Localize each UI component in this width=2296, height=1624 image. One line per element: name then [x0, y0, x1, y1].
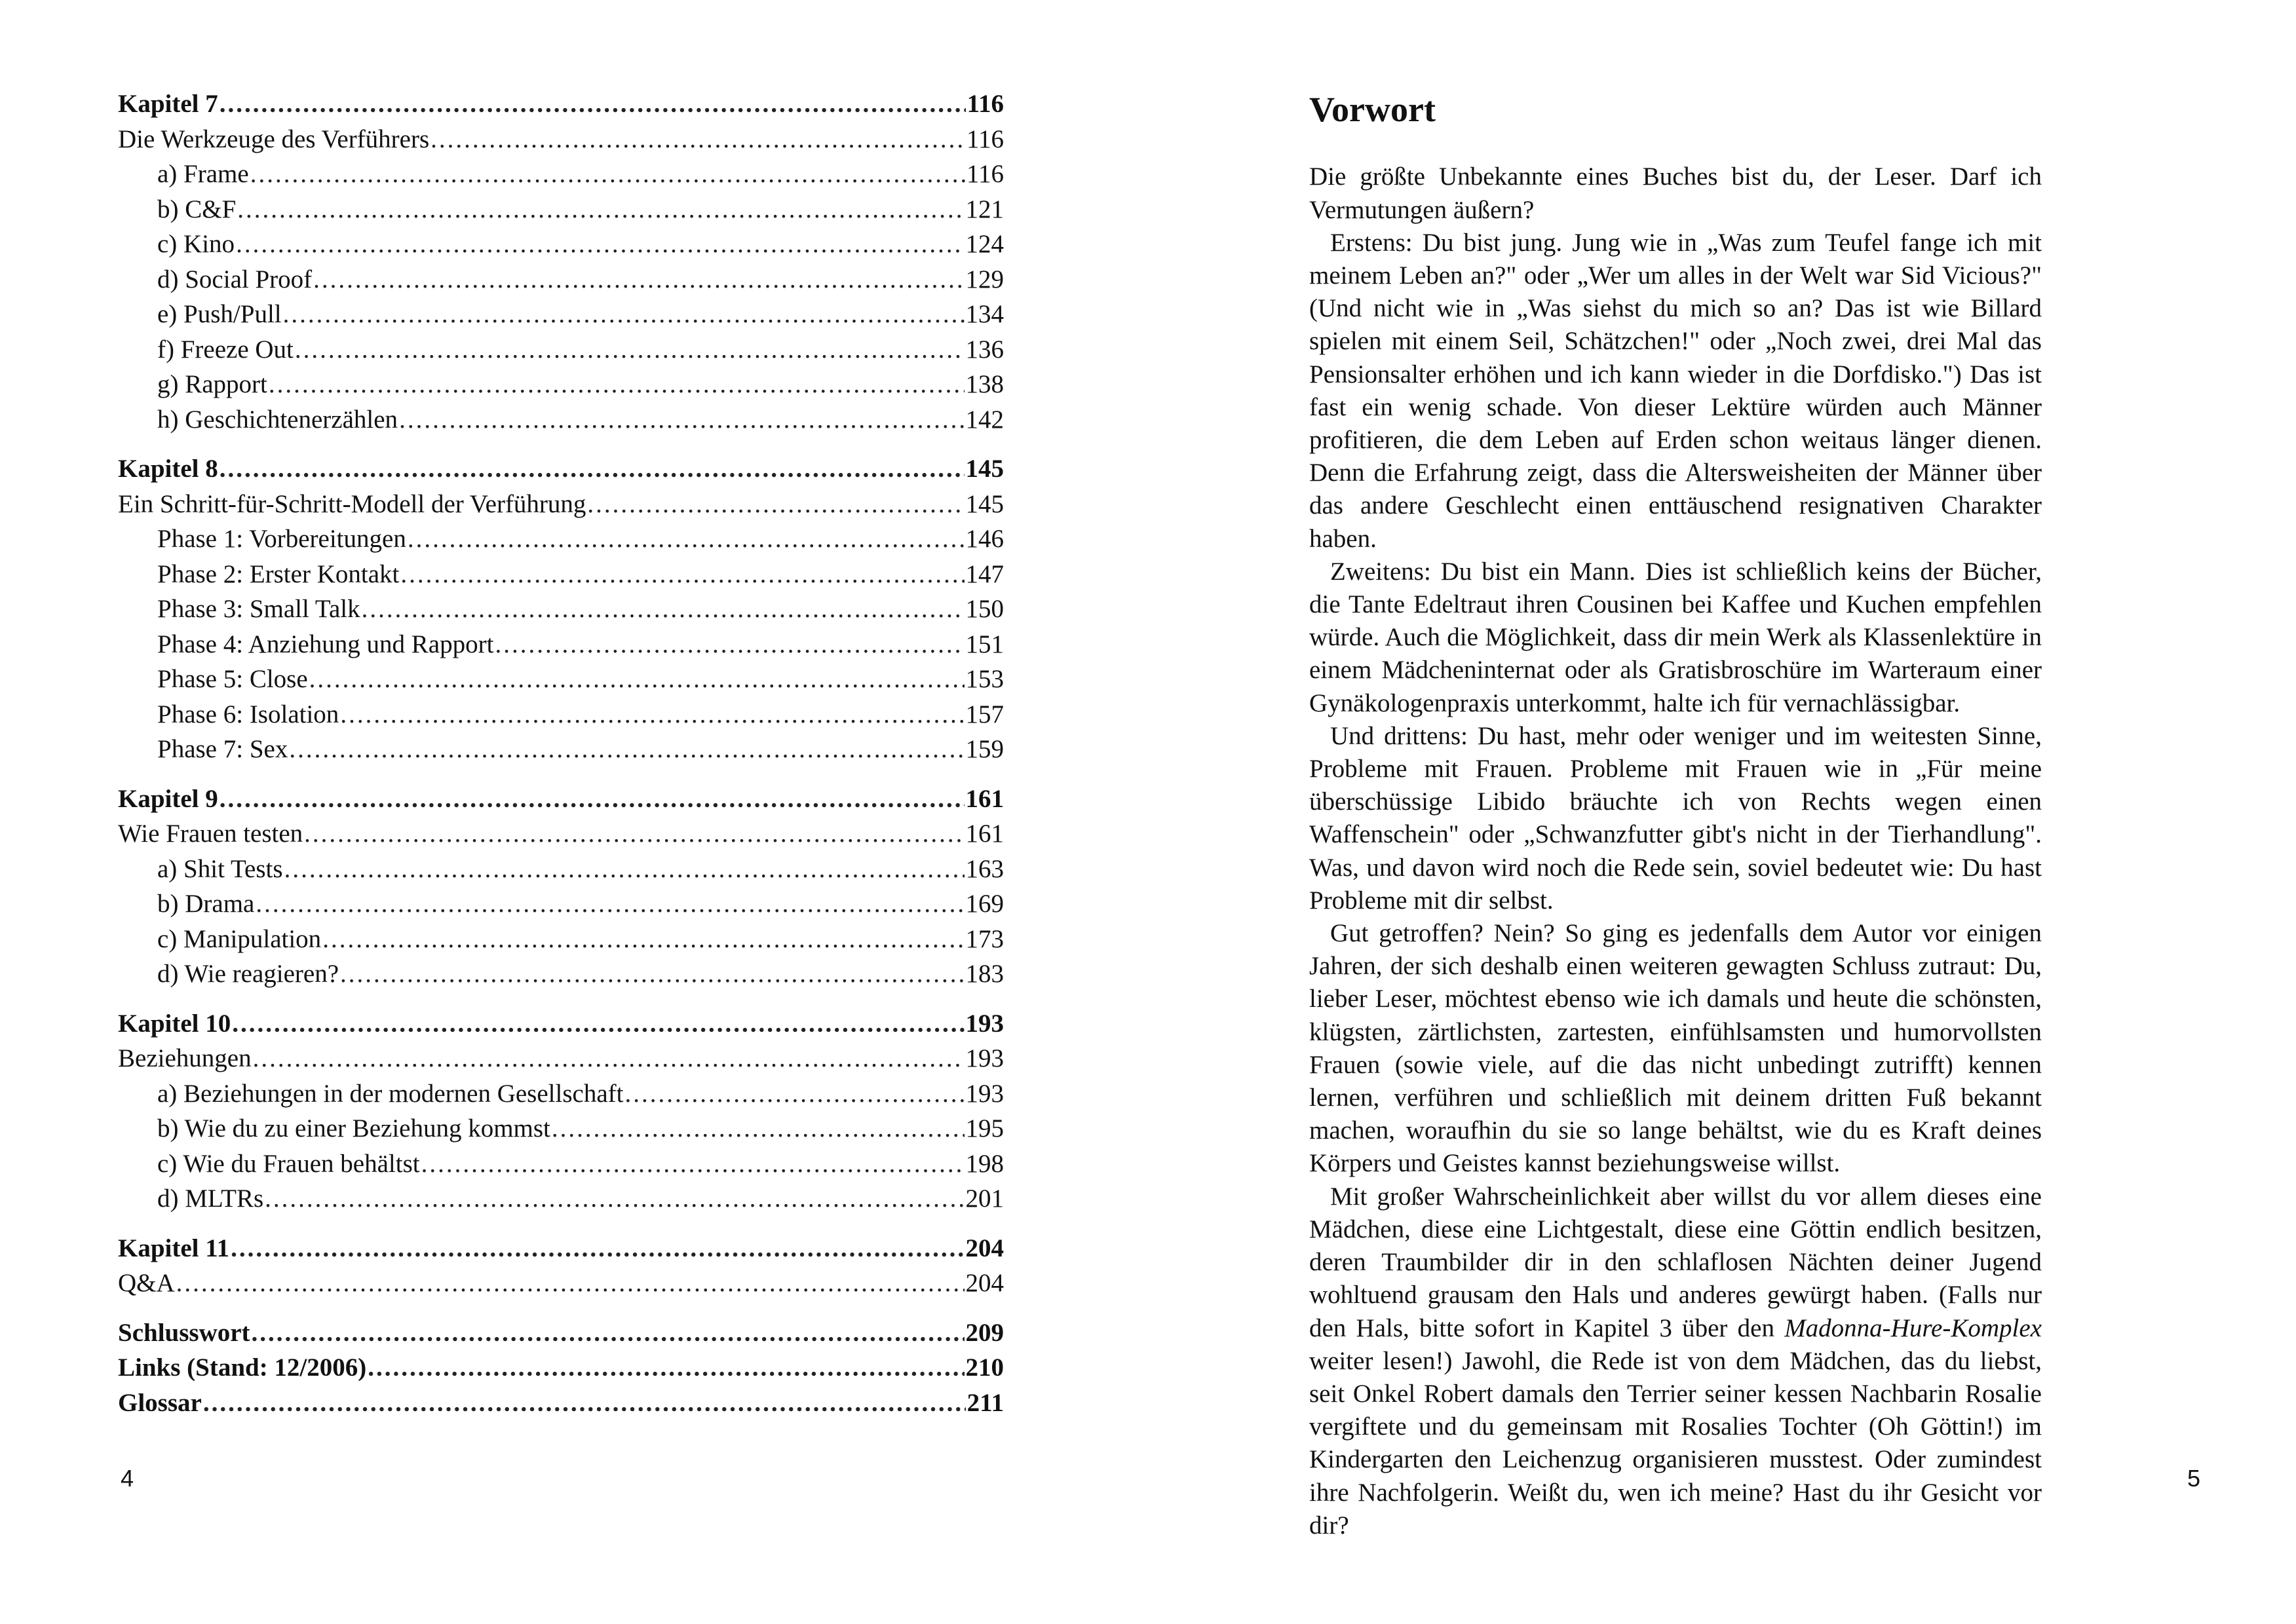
toc-entry — [118, 157, 1004, 192]
dot-leader — [322, 922, 964, 957]
toc-entry-page: 146 — [965, 525, 1004, 553]
toc-entry-page: 173 — [965, 924, 1004, 953]
toc-entry — [118, 227, 1004, 262]
toc-entry-page: 150 — [965, 595, 1004, 623]
toc-entry — [118, 192, 1004, 227]
toc-entry-page: 129 — [965, 265, 1004, 293]
toc-entry — [118, 1111, 1004, 1146]
toc-entry-page: 211 — [966, 1388, 1004, 1417]
dot-leader — [400, 557, 964, 592]
toc-entry — [118, 697, 1004, 732]
paragraph-text: Mit großer Wahrscheinlichkeit aber willst du vor allem dieses eine Mädchen, diese eine Lichtgestalt, diese eine Göttin endlich besitzen, deren Traumbilder dir in den schlaflosen Nächten deiner Jugend wohltuend grausam den Hals und anderes gewürgt haben. (Falls nur den Hals, bitte sofort in Kapitel 3 über den — [1309, 1182, 2042, 1342]
toc-entry — [118, 332, 1004, 368]
dot-leader — [430, 122, 965, 157]
toc-entry-label: d) Wie reagieren? — [157, 960, 339, 988]
toc-entry-page: 147 — [965, 559, 1004, 588]
foreword-paragraph: Gut getroffen? Nein? So ging es jedenfalls dem Autor vor einigen Jahren, der sich deshalb einen weiteren gewagten Schluss zutraut: Du, lieber Leser, möchtest ebenso wie ich damals und heute die schönsten, klügsten, zärtlichsten, zartesten, einfühlsamsten und humorvollsten Frauen (sowie viele, auf die das nicht unbedingt zutrifft) kennen lernen, verführen und schließlich mit deinem dritten Fuß bekannt machen, woraufhin du sie so lange behältst, wie du es Kraft deines Körpers und Geistes kannst beziehungsweise willst. — [1309, 919, 2042, 1178]
dot-leader — [269, 367, 965, 402]
dot-leader — [237, 192, 964, 227]
toc-entry-label: Phase 3: Small Talk — [157, 595, 360, 623]
toc-entry-page: 198 — [965, 1149, 1004, 1178]
toc-entry-page: 169 — [965, 890, 1004, 918]
dot-leader — [399, 402, 964, 438]
toc-entry-page: 163 — [965, 854, 1004, 883]
toc-entry-page: 183 — [965, 960, 1004, 988]
toc-entry — [118, 852, 1004, 887]
toc-entry — [118, 592, 1004, 627]
toc-entry-label: Phase 4: Anziehung und Rapport — [157, 630, 494, 658]
toc-entry-label: Kapitel 11 — [118, 1234, 230, 1262]
dot-leader — [495, 627, 964, 662]
toc-entry-label: Wie Frauen testen — [118, 820, 303, 848]
dot-leader — [552, 1111, 965, 1146]
toc-chapter-group — [118, 1231, 1004, 1301]
toc-entry — [118, 662, 1004, 697]
toc-end-matter — [118, 1315, 1004, 1421]
right-page — [1148, 0, 2296, 1624]
toc-entry-page: 121 — [965, 195, 1004, 223]
page-number-left: 4 — [121, 1465, 134, 1492]
dot-leader — [284, 852, 965, 887]
toc-entry-page: 116 — [966, 90, 1004, 118]
dot-leader — [256, 886, 964, 922]
foreword-paragraph: Zweitens: Du bist ein Mann. Dies ist schließlich keins der Bücher, die Tante Edeltraut ihren Cousinen bei Kaffee und Kuchen empfehlen würde. Auch die Möglichkeit, dass dir mein Werk als Klassenlektüre in einem Mädcheninternat oder als Gratisbroschüre im Warteraum einer Gynäkologenpraxis unterkommt, halte ich für vernachlässigbar. — [1309, 557, 2042, 717]
toc-entry-label: Schlusswort — [118, 1318, 250, 1347]
dot-leader — [304, 816, 964, 852]
toc-entry-page: 193 — [965, 1044, 1004, 1072]
toc-entry — [118, 367, 1004, 402]
toc-entry-page: 193 — [965, 1079, 1004, 1108]
toc-entry-label: Q&A — [118, 1269, 175, 1297]
toc-entry-page: 116 — [966, 124, 1004, 153]
dot-leader — [220, 86, 966, 122]
toc-entry-label: d) Social Proof — [157, 265, 313, 293]
toc-entry — [118, 922, 1004, 957]
toc-entry — [118, 956, 1004, 992]
toc-entry-page: 124 — [965, 230, 1004, 258]
dot-leader — [203, 1386, 966, 1421]
dot-leader — [283, 297, 965, 332]
toc-entry-label: Ein Schritt-für-Schritt-Modell der Verführung — [118, 489, 586, 518]
foreword-paragraph: Die größte Unbekannte eines Buches bist du, der Leser. Darf ich Vermutungen äußern? — [1309, 162, 2042, 224]
toc-chapter-group — [118, 782, 1004, 992]
dot-leader — [220, 451, 965, 487]
foreword-paragraph — [1309, 1180, 2042, 1542]
foreword-paragraph: Erstens: Du bist jung. Jung wie in „Was zum Teufel fange ich mit meinem Leben an?" oder „Wer um alles in der Welt war Sid Vicious?" (Und nicht wie in „Was siehst du mich so an? Das ist wie Billard spielen mit einem Seil, Schätzchen!" oder „Noch zwei, drei Mal das Pensionsalter erhöhen und ich kann wieder in die Dorfdisko.") Das ist fast ein wenig schade. Von dieser Lektüre würden auch Männer profitieren, die dem Leben auf Erden schon weitaus länger dienen. Denn die Erfahrung zeigt, dass die Altersweisheiten der Männer über das andere Geschlecht einen enttäuschend resignativen Charakter haben. — [1309, 228, 2042, 553]
toc-chapter-group — [118, 451, 1004, 767]
toc-entry-label: Kapitel 8 — [118, 455, 218, 483]
dot-leader — [295, 332, 965, 368]
toc-entry-label: b) Wie du zu einer Beziehung kommst — [157, 1114, 550, 1142]
toc-entry-label: Phase 7: Sex — [157, 735, 288, 763]
toc-entry-label: a) Beziehungen in der modernen Gesellschaft — [157, 1079, 624, 1108]
toc-entry-page: 136 — [965, 335, 1004, 364]
dot-leader — [421, 1146, 965, 1182]
emphasis-text: Madonna-Hure-Komplex — [1784, 1313, 2042, 1342]
toc-entry-page: 210 — [965, 1353, 1004, 1382]
toc-entry — [118, 732, 1004, 767]
toc-entry-label: Phase 2: Erster Kontakt — [157, 559, 400, 588]
toc-entry-label: b) Drama — [157, 890, 255, 918]
toc-entry-page: 142 — [965, 405, 1004, 434]
toc-entry-page: 157 — [965, 700, 1004, 728]
toc-entry — [118, 1181, 1004, 1217]
page-number-right: 5 — [2187, 1465, 2200, 1492]
toc-entry — [118, 451, 1004, 487]
toc-entry-page: 204 — [965, 1234, 1004, 1262]
dot-leader — [368, 1350, 964, 1386]
toc-entry — [118, 1266, 1004, 1301]
toc-entry-label: g) Rapport — [157, 370, 267, 398]
toc-entry — [118, 297, 1004, 332]
dot-leader — [362, 592, 965, 627]
toc-entry — [118, 782, 1004, 817]
dot-leader — [340, 956, 964, 992]
toc-entry-page: 116 — [966, 160, 1004, 188]
toc-entry-page: 204 — [965, 1269, 1004, 1297]
toc-entry-label: Phase 1: Vorbereitungen — [157, 525, 406, 553]
toc-entry-label: e) Push/Pull — [157, 300, 282, 328]
toc-entry-page: 195 — [965, 1114, 1004, 1142]
toc-entry-page: 193 — [965, 1009, 1004, 1038]
toc-entry-label: h) Geschichtenerzählen — [157, 405, 398, 434]
toc-entry-page: 138 — [965, 370, 1004, 398]
dot-leader — [236, 227, 964, 262]
toc-entry-page: 161 — [965, 784, 1004, 813]
toc-entry — [118, 402, 1004, 438]
toc-entry — [118, 521, 1004, 557]
foreword-title: Vorwort — [1309, 90, 1436, 129]
toc-entry-label: Kapitel 10 — [118, 1009, 231, 1038]
toc-entry — [118, 557, 1004, 592]
toc-entry-label: c) Wie du Frauen behältst — [157, 1149, 420, 1178]
toc-chapter-group — [118, 86, 1004, 437]
dot-leader — [408, 521, 965, 557]
toc-entry-page: 159 — [965, 735, 1004, 763]
toc-entry — [118, 816, 1004, 852]
dot-leader — [231, 1231, 964, 1266]
toc-entry-label: Phase 5: Close — [157, 665, 308, 693]
dot-leader — [176, 1266, 965, 1301]
dot-leader — [309, 662, 965, 697]
toc-entry — [118, 262, 1004, 297]
toc-entry-label: Glossar — [118, 1388, 202, 1417]
toc-entry — [118, 487, 1004, 522]
toc-entry — [118, 1315, 1004, 1351]
toc-entry-label: a) Frame — [157, 160, 249, 188]
toc-entry-page: 145 — [965, 455, 1004, 483]
dot-leader — [265, 1181, 964, 1217]
toc-entry — [118, 1006, 1004, 1042]
toc-entry — [118, 1041, 1004, 1076]
dot-leader — [252, 1315, 965, 1351]
toc-entry-page: 153 — [965, 665, 1004, 693]
toc-entry-label: Links (Stand: 12/2006) — [118, 1353, 367, 1382]
toc-entry-page: 134 — [965, 300, 1004, 328]
toc-chapter-group — [118, 1006, 1004, 1217]
dot-leader — [313, 262, 964, 297]
toc-entry — [118, 627, 1004, 662]
toc-entry-label: Beziehungen — [118, 1044, 252, 1072]
dot-leader — [587, 487, 964, 522]
toc-entry-label: c) Manipulation — [157, 924, 322, 953]
foreword-paragraph: Und drittens: Du hast, mehr oder weniger und im weitesten Sinne, Probleme mit Frauen. Probleme mit Frauen wie in „Für meine überschüssige Libido bräuchte ich von Rechts wegen einen Waffenschein" oder „Schwanzfutter gibt's nicht in der Tierhandlung". Was, und davon wird noch die Rede sein, soviel bedeutet wie: Du hast Probleme mit dir selbst. — [1309, 721, 2042, 915]
toc-entry-label: a) Shit Tests — [157, 854, 283, 883]
toc-entry-label: d) MLTRs — [157, 1184, 264, 1213]
toc-entry — [118, 1350, 1004, 1386]
dot-leader — [250, 157, 965, 192]
toc-entry-label: b) C&F — [157, 195, 237, 223]
toc-entry — [118, 1076, 1004, 1112]
toc-entry — [118, 1146, 1004, 1182]
toc-entry-label: Die Werkzeuge des Verführers — [118, 124, 430, 153]
toc-entry — [118, 1386, 1004, 1421]
dot-leader — [624, 1076, 964, 1112]
dot-leader — [232, 1006, 964, 1042]
paragraph-text: weiter lesen!) Jawohl, die Rede ist von dem Mädchen, das du liebst, seit Onkel Robert damals den Terrier seiner kessen Nachbarin Rosalie vergiftete und du gemeinsam mit Rosalies Tochter (Oh Göttin!) im Kindergarten den Leichenzug organisieren musstest. Oder zumindest ihre Nachfolgerin. Weißt du, wen ich meine? Hast du ihr Gesicht vor dir? — [1309, 1346, 2042, 1539]
dot-leader — [220, 782, 965, 817]
foreword — [1309, 90, 2042, 1542]
toc-entry-label: f) Freeze Out — [157, 335, 294, 364]
toc-entry-label: Kapitel 9 — [118, 784, 218, 813]
toc-entry — [118, 86, 1004, 122]
dot-leader — [253, 1041, 965, 1076]
toc-entry — [118, 1231, 1004, 1266]
toc-entry-label: Phase 6: Isolation — [157, 700, 339, 728]
toc-entry-page: 201 — [965, 1184, 1004, 1213]
dot-leader — [340, 697, 964, 732]
toc-entry-page: 145 — [965, 489, 1004, 518]
toc-entry-label: c) Kino — [157, 230, 235, 258]
toc-entry-label: Kapitel 7 — [118, 90, 218, 118]
table-of-contents — [118, 86, 1004, 1435]
toc-entry-page: 209 — [965, 1318, 1004, 1347]
toc-entry-page: 161 — [965, 820, 1004, 848]
toc-entry — [118, 122, 1004, 157]
toc-entry-page: 151 — [965, 630, 1004, 658]
toc-entry — [118, 886, 1004, 922]
dot-leader — [289, 732, 964, 767]
